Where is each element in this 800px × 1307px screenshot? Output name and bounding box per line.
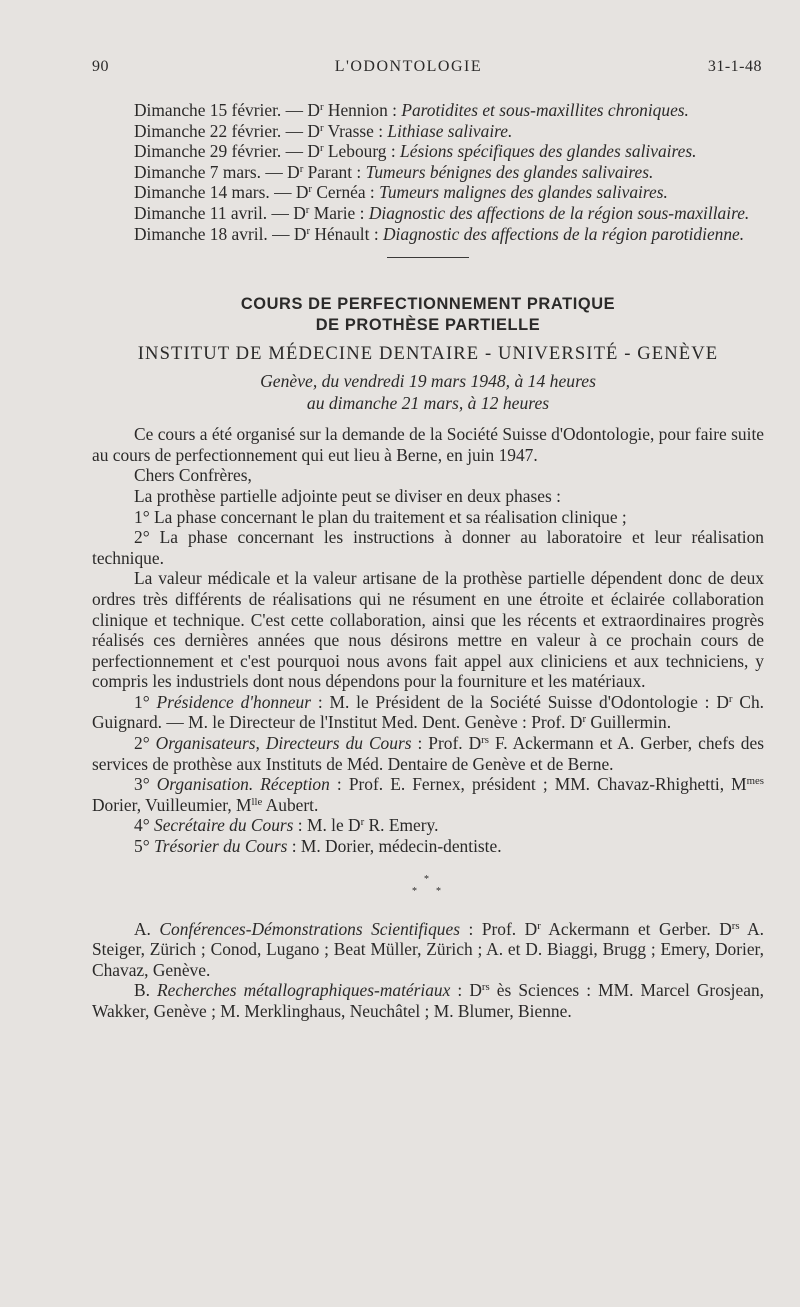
dr-superscript: r	[319, 101, 324, 114]
dr-prefix: D	[287, 161, 300, 182]
dr-superscript: r	[308, 183, 312, 196]
dr-prefix: D	[307, 141, 320, 162]
page-number: 90	[92, 58, 109, 75]
committee-item-4: 4° Secrétaire du Cours : M. le $D^r$ R. Emery.	[134, 815, 439, 836]
course-title	[92, 294, 764, 336]
asterism-star: *	[436, 885, 441, 897]
course-dates-line-1: Genève, du vendredi 19 mars 1948, à 14 heures	[260, 371, 596, 392]
phases-intro: La prothèse partielle adjointe peut se diviser en deux phases :	[134, 485, 561, 506]
lecture-topic: Lésions spécifiques des glandes salivaires.	[400, 141, 697, 162]
dr-superscript: r	[305, 204, 310, 217]
lecture-date: Dimanche 29 février.	[134, 141, 282, 162]
lecture-speaker: Lebourg	[327, 141, 387, 162]
lecture-entry: Dimanche 11 avril. — $D^r$ Marie : Diagnostic des affections de la région sous-maxillaire.	[134, 202, 750, 223]
lecture-entry: Dimanche 14 mars. — $D^r$ Cernéa : Tumeurs malignes des glandes salivaires.	[134, 182, 668, 203]
committee-item-3: 3° Organisation. Réception : Prof. E. Fernex, président ; MM. Chavaz-Rhighetti, $M^{mes}$ Dorier, Vuilleumier, $M^{lle}$ Aubert.	[92, 774, 764, 815]
asterism-star: *	[412, 885, 417, 897]
lecture-date: Dimanche 22 février.	[134, 120, 282, 141]
lecture-date: Dimanche 11 avril.	[134, 202, 268, 223]
page-body	[92, 100, 764, 1022]
lecture-date: Dimanche 15 février.	[134, 100, 282, 120]
section-b: B. Recherches métallographiques-matériaux : $D^{rs}$ ès Sciences : MM. Marcel Grosjean, Wakker, Genève ; M. Merklinghaus, Neuchâtel ; M. Blumer, Bienne.	[92, 980, 764, 1021]
section-a: A. Conférences-Démonstrations Scientifiques : Prof. $D^r$ Ackermann et Gerber. $D^{rs}$ A. Steiger, Zürich ; Conod, Lugano ; Beat Müller, Zürich ; A. et D. Biaggi, Brugg ; Emery, Dorier, Chavaz, Genève.	[92, 918, 764, 980]
phase-2: 2° La phase concernant les instructions à donner au laboratoire et leur réalisation technique.	[92, 527, 764, 568]
lecture-dash: —	[285, 100, 304, 120]
intro-paragraph: Ce cours a été organisé sur la demande de la Société Suisse d'Odontologie, pour faire suite au cours de perfectionnement qui eut lieu à Berne, en juin 1947.	[92, 424, 764, 465]
lecture-date: Dimanche 18 avril.	[134, 223, 268, 244]
lecture-date: Dimanche 7 mars.	[134, 161, 262, 182]
value-paragraph: La valeur médicale et la valeur artisane de la prothèse partielle dépendent donc de deux ordres très différents de réalisations qui ne résument en une étroite et éclairée collaboration clinique et technique. C'est cette collaboration, ainsi que les récents et extraordinaires progrès réalisés ces dernières années que nous désirons mettre en valeur à ce prochain cours de perfectionnement et c'est pourquoi nous avons fait appel aux cliniciens et aux techniciens, y compris les industriels dont nous dépendons pour la fourniture et les matériaux.	[92, 568, 764, 692]
course-title-line-1: COURS DE PERFECTIONNEMENT PRATIQUE	[240, 295, 616, 314]
dr-prefix: D	[307, 120, 320, 141]
course-dates	[92, 370, 764, 414]
lecture-topic: Parotidites et sous-maxillites chroniques.	[401, 100, 689, 120]
lecture-topic: Tumeurs malignes des glandes salivaires.	[379, 182, 668, 203]
lecture-topic: Tumeurs bénignes des glandes salivaires.	[365, 161, 654, 182]
lecture-entry: Dimanche 15 février. — $D^r$ Hennion : Parotidites et sous-maxillites chroniques.	[134, 100, 689, 120]
dr-superscript: r	[319, 142, 324, 155]
asterism	[92, 863, 764, 911]
lecture-entry: Dimanche 29 février. — $D^r$ Lebourg : Lésions spécifiques des glandes salivaires.	[134, 141, 697, 162]
lecture-topic: Diagnostic des affections de la région parotidienne.	[383, 223, 745, 244]
lecture-speaker: Vrasse	[327, 120, 374, 141]
lecture-dash: —	[285, 141, 304, 162]
asterism-star: *	[424, 873, 429, 885]
dr-prefix: D	[293, 223, 307, 244]
lecture-topic: Lithiase salivaire.	[387, 120, 513, 141]
dr-superscript: r	[319, 121, 324, 134]
lecture-entry: Dimanche 18 avril. — $D^r$ Hénault : Diagnostic des affections de la région parotidienne.	[134, 223, 745, 244]
committee-item-2: 2° Organisateurs, Directeurs du Cours : Prof. $D^{rs}$ F. Ackermann et A. Gerber, chefs des services de prothèse aux Instituts de Méd. Dentaire de Genève et de Berne.	[92, 733, 764, 774]
lecture-dash: —	[274, 182, 292, 203]
course-title-line-2: DE PROTHÈSE PARTIELLE	[315, 316, 541, 335]
committee-item-5: 5° Trésorier du Cours : M. Dorier, médecin-dentiste.	[134, 836, 502, 857]
lecture-list	[92, 100, 764, 244]
dr-superscript: r	[306, 224, 311, 237]
lecture-dash: —	[271, 202, 289, 223]
journal-title: L'ODONTOLOGIE	[334, 58, 483, 75]
dr-prefix: D	[293, 202, 306, 223]
dr-prefix: D	[307, 100, 320, 120]
issue-date: 31-1-48	[707, 58, 762, 75]
institute-name: INSTITUT DE MÉDECINE DENTAIRE - UNIVERSITÉ - GENÈVE	[137, 343, 719, 365]
lecture-speaker: Marie	[313, 202, 356, 223]
committee-item-1: 1° Présidence d'honneur : M. le Président de la Société Suisse d'Odontologie : $D^r$ Ch. Guignard. — M. le Directeur de l'Institut Med. Dent. Genève : Prof. $D^r$ Guillermin.	[92, 691, 764, 733]
lecture-speaker: Hennion	[327, 100, 388, 120]
dr-prefix: D	[295, 182, 309, 203]
lecture-speaker: Parant	[307, 161, 353, 182]
course-dates-line-2: au dimanche 21 mars, à 12 heures	[306, 393, 550, 414]
lecture-dash: —	[272, 223, 290, 244]
lecture-entry: Dimanche 7 mars. — $D^r$ Parant : Tumeurs bénignes des glandes salivaires.	[134, 161, 654, 182]
section-divider	[387, 257, 469, 258]
phase-1: 1° La phase concernant le plan du traitement et sa réalisation clinique ;	[134, 506, 627, 527]
dr-superscript: r	[299, 162, 304, 175]
lecture-topic: Diagnostic des affections de la région sous-maxillaire.	[368, 202, 750, 223]
salutation: Chers Confrères,	[134, 465, 252, 486]
lecture-speaker: Hénault	[314, 223, 370, 244]
lecture-dash: —	[265, 161, 283, 182]
lecture-speaker: Cernéa	[316, 182, 366, 203]
lecture-dash: —	[285, 120, 304, 141]
lecture-date: Dimanche 14 mars.	[134, 182, 270, 203]
running-header	[92, 58, 762, 76]
lecture-entry: Dimanche 22 février. — $D^r$ Vrasse : Lithiase salivaire.	[134, 120, 513, 141]
